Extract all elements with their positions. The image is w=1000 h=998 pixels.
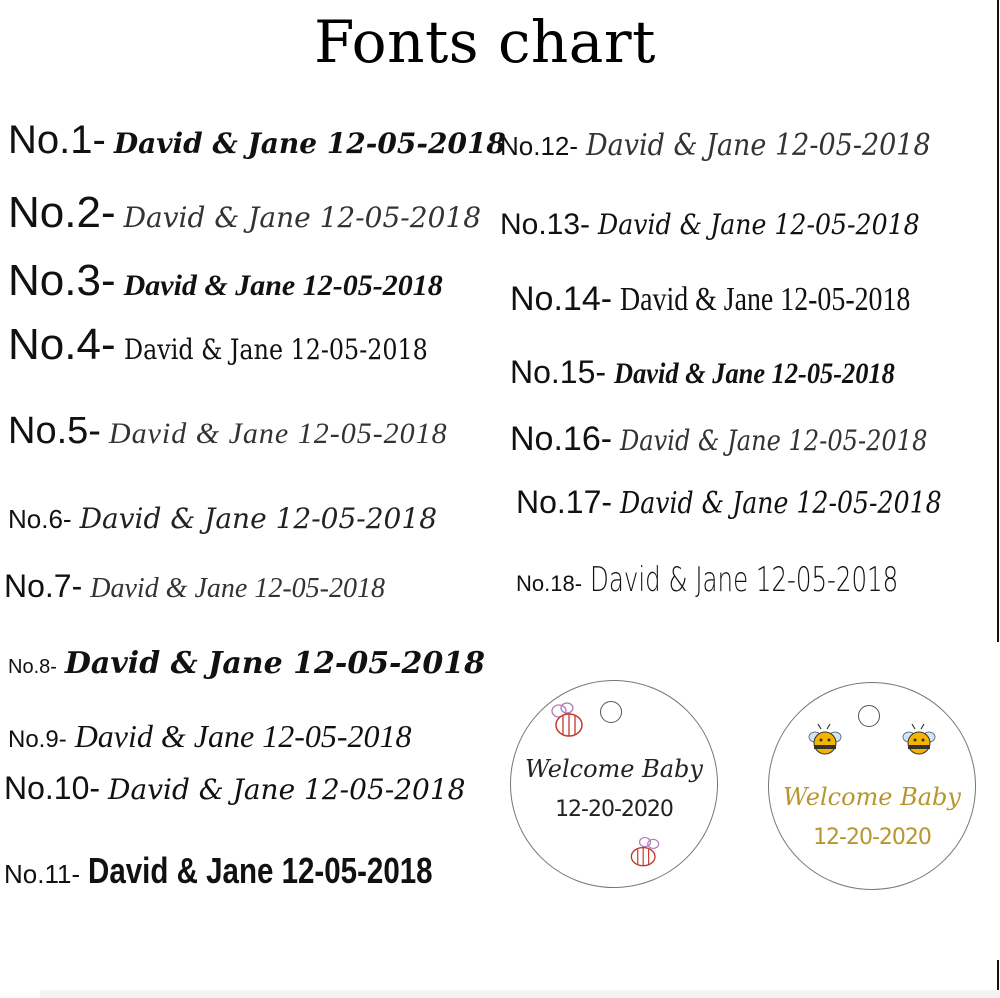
font-row-4 [8,320,481,370]
font-sample: David & Jane 12-05-2018 [620,486,942,521]
font-label: No.11- [4,859,81,889]
font-label: No.16- [510,420,613,458]
font-sample: David & Jane 12-05-2018 [614,357,895,390]
font-sample: David & Jane 12-05-2018 [586,128,931,163]
font-sample: David & Jane 12-05-2018 [90,573,385,604]
font-row-5 [8,410,448,453]
font-label: No.15- [510,354,607,390]
font-label: No.17- [516,484,613,520]
font-label: No.6- [8,504,72,534]
font-row-15 [510,354,933,391]
font-sample: David & Jane 12-05-2018 [88,850,433,891]
font-label: No.10- [4,770,101,806]
font-label: No.8- [8,656,57,678]
font-sample: David & Jane 12-05-2018 [74,718,412,754]
font-sample: David & Jane 12-05-2018 [79,502,438,535]
font-sample: David & Jane 12-05-2018 [123,201,482,234]
tag-hole [600,701,622,723]
font-label: No.2- [8,188,116,237]
page-title: Fonts chart [314,8,656,76]
font-sample: David & Jane 12-05-2018 [108,417,448,450]
round-tag-sample [768,682,976,890]
font-row-9 [8,718,412,755]
font-row-7 [4,568,385,605]
tag-hole [858,705,880,727]
font-row-12 [500,128,969,163]
bee-icon [901,723,937,759]
font-sample: David & Jane 12-05-2018 [113,127,506,160]
font-label: No.9- [8,726,67,753]
font-label: No.18- [516,571,583,596]
bee-icon [807,723,843,759]
tag-text: Welcome Baby [525,755,703,783]
font-sample: David & Jane 12-05-2018 [123,333,428,366]
font-row-11 [4,850,508,892]
bottom-band [40,990,1000,998]
tag-date: 12-20-2020 [555,797,673,822]
font-label: No.12- [500,131,579,161]
font-sample: David & Jane 12-05-2018 [108,773,466,806]
font-row-18 [516,560,1000,600]
font-label: No.14- [510,280,613,318]
font-label: No.13- [500,208,591,241]
font-row-6 [8,502,437,535]
font-sample: David & Jane 12-05-2018 [620,424,928,457]
font-label: No.5- [8,410,101,452]
bee-icon [625,833,665,873]
tag-date: 12-20-2020 [813,825,931,850]
font-row-10 [4,770,465,807]
font-row-1 [8,118,506,163]
font-row-2 [8,188,481,238]
font-sample: David & Jane 12-05-2018 [598,208,920,241]
font-sample: David & Jane 12-05-2018 [620,281,911,318]
right-border-line [997,0,999,642]
font-label: No.1- [8,118,106,162]
font-sample: David & Jane 12-05-2018 [590,560,899,600]
font-row-8 [8,646,485,681]
font-sample: David & Jane 12-05-2018 [123,269,443,302]
tag-text: Welcome Baby [783,783,961,811]
font-row-16 [510,420,978,459]
font-label: No.4- [8,320,116,369]
font-row-13 [500,208,955,242]
round-tag-sample [510,680,718,888]
font-label: No.3- [8,256,116,305]
bee-icon [547,701,591,741]
font-label: No.7- [4,568,83,604]
font-row-17 [516,484,1000,521]
font-row-14 [510,280,974,319]
font-row-3 [8,256,443,306]
font-sample: David & Jane 12-05-2018 [64,646,486,681]
